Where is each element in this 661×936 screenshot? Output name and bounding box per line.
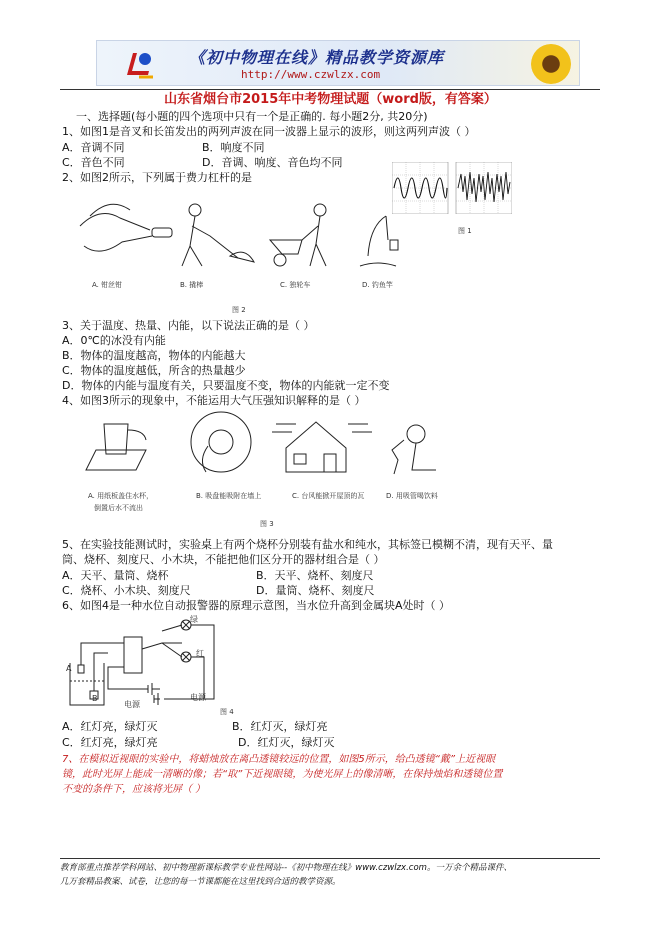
q1-stem: 1、如图1是音叉和长笛发出的两列声波在同一波器上显示的波形，则这两列声波（ ） bbox=[62, 125, 476, 138]
q3-option-c: C．物体的温度越低，所含的热量越少 bbox=[62, 364, 246, 377]
figure-4-label-green: 绿 bbox=[190, 615, 198, 624]
figure-3-caption-a2: 倒置后水不流出 bbox=[94, 504, 143, 512]
q5-stem-line1: 5、在实验技能测试时，实验桌上有两个烧杯分别装有盐水和纯水，其标签已模糊不清，现有天平、量 bbox=[62, 538, 553, 551]
header-divider bbox=[60, 89, 600, 90]
q4-stem: 4、如图3所示的现象中，不能运用大气压强知识解释的是（ ） bbox=[62, 394, 366, 407]
q2-stem: 2、如图2所示，下列属于费力杠杆的是 bbox=[62, 171, 252, 184]
q1-option-d: D．音调、响度、音色均不同 bbox=[202, 156, 343, 169]
figure-3-label: 图 3 bbox=[260, 520, 274, 528]
figure-1-label: 图 1 bbox=[458, 227, 472, 235]
figure-3-caption-d: D. 用吸管喝饮料 bbox=[386, 492, 438, 500]
sunflower-icon bbox=[531, 44, 571, 84]
q1-option-c: C．音色不同 bbox=[62, 156, 125, 169]
figure-1-waveforms bbox=[392, 162, 512, 214]
figure-2-caption-a: A. 钳丝钳 bbox=[92, 281, 123, 289]
q5-option-b: B．天平、烧杯、刻度尺 bbox=[256, 569, 374, 582]
q1-option-b: B．响度不同 bbox=[202, 141, 265, 154]
footer-line2: 几万套精品教案、试卷，让您的每一节课都能在这里找到合适的教学资源。 bbox=[60, 877, 341, 887]
figure-4-label: 图 4 bbox=[220, 708, 234, 716]
site-logo-icon bbox=[123, 47, 157, 81]
q7-stem-line3: 不变的条件下，应该将光屏（ ） bbox=[62, 784, 206, 795]
footer-line1: 教育部重点推荐学科网站、初中物理新课标教学专业性网站--《初中物理在线》www.czwlzx.com。一万余个精品课件、 bbox=[60, 863, 512, 873]
q1-option-a: A．音调不同 bbox=[62, 141, 125, 154]
q7-stem-line1: 7、在模拟近视眼的实验中，将蜡烛放在离凸透镜较远的位置，如图5所示，给凸透镜“戴”上近视眼 bbox=[62, 754, 496, 765]
q6-option-d: D．红灯灭，绿灯灭 bbox=[238, 736, 335, 749]
figure-4-label-a: A bbox=[66, 664, 72, 673]
figure-4-label-b: B bbox=[92, 694, 98, 703]
q3-stem: 3、关于温度、热量、内能，以下说法正确的是（ ） bbox=[62, 319, 315, 332]
q6-option-c: C．红灯亮，绿灯亮 bbox=[62, 736, 158, 749]
figure-3-pressure bbox=[76, 410, 466, 482]
banner-url[interactable]: http://www.czwlzx.com bbox=[241, 68, 381, 81]
page-title: 山东省烟台市2015年中考物理试题（word版，有答案） bbox=[164, 92, 497, 107]
figure-2-label: 图 2 bbox=[232, 306, 246, 314]
q5-option-c: C．烧杯、小木块、刻度尺 bbox=[62, 584, 191, 597]
figure-2-levers bbox=[70, 196, 400, 282]
figure-4-label-power2: 电源 bbox=[190, 693, 206, 702]
figure-2-caption-c: C. 独轮车 bbox=[280, 281, 311, 289]
footer-divider bbox=[60, 858, 600, 859]
q3-option-a: A．0℃的冰没有内能 bbox=[62, 334, 166, 347]
q5-stem-line2: 筒、烧杯、刻度尺、小木块，不能把他们区分开的器材组合是（ ） bbox=[62, 553, 385, 566]
q6-option-a: A．红灯亮，绿灯灭 bbox=[62, 720, 158, 733]
figure-3-caption-a1: A. 用纸板盖住水杯， bbox=[88, 492, 154, 500]
q5-option-d: D．量筒、烧杯、刻度尺 bbox=[256, 584, 375, 597]
q7-stem-line2: 镜，此时光屏上能成一清晰的像；若“取”下近视眼镜，为使光屏上的像清晰，在保持烛焰和透镜位置 bbox=[62, 769, 503, 780]
q6-stem: 6、如图4是一种水位自动报警器的原理示意图，当水位升高到金属块A处时（ ） bbox=[62, 599, 451, 612]
figure-3-caption-b: B. 吸盘能吸附在墙上 bbox=[196, 492, 262, 500]
figure-4-label-red: 红 bbox=[196, 649, 204, 658]
q3-option-d: D．物体的内能与温度有关，只要温度不变，物体的内能就一定不变 bbox=[62, 379, 390, 392]
banner-title: 《初中物理在线》精品教学资源库 bbox=[189, 48, 445, 67]
figure-4-label-power1: 电源 bbox=[124, 700, 140, 709]
figure-2-caption-d: D. 钓鱼竿 bbox=[362, 281, 393, 289]
header-banner bbox=[96, 40, 580, 86]
q5-option-a: A．天平、量筒、烧杯 bbox=[62, 569, 169, 582]
section-heading: 一、选择题(每小题的四个选项中只有一个是正确的. 每小题2分, 共20分) bbox=[76, 110, 428, 123]
figure-3-caption-c: C. 台风能掀开屋顶的瓦 bbox=[292, 492, 365, 500]
q3-option-b: B．物体的温度越高，物体的内能越大 bbox=[62, 349, 246, 362]
figure-2-caption-b: B. 撬棒 bbox=[180, 281, 204, 289]
q6-option-b: B．红灯灭，绿灯亮 bbox=[232, 720, 328, 733]
